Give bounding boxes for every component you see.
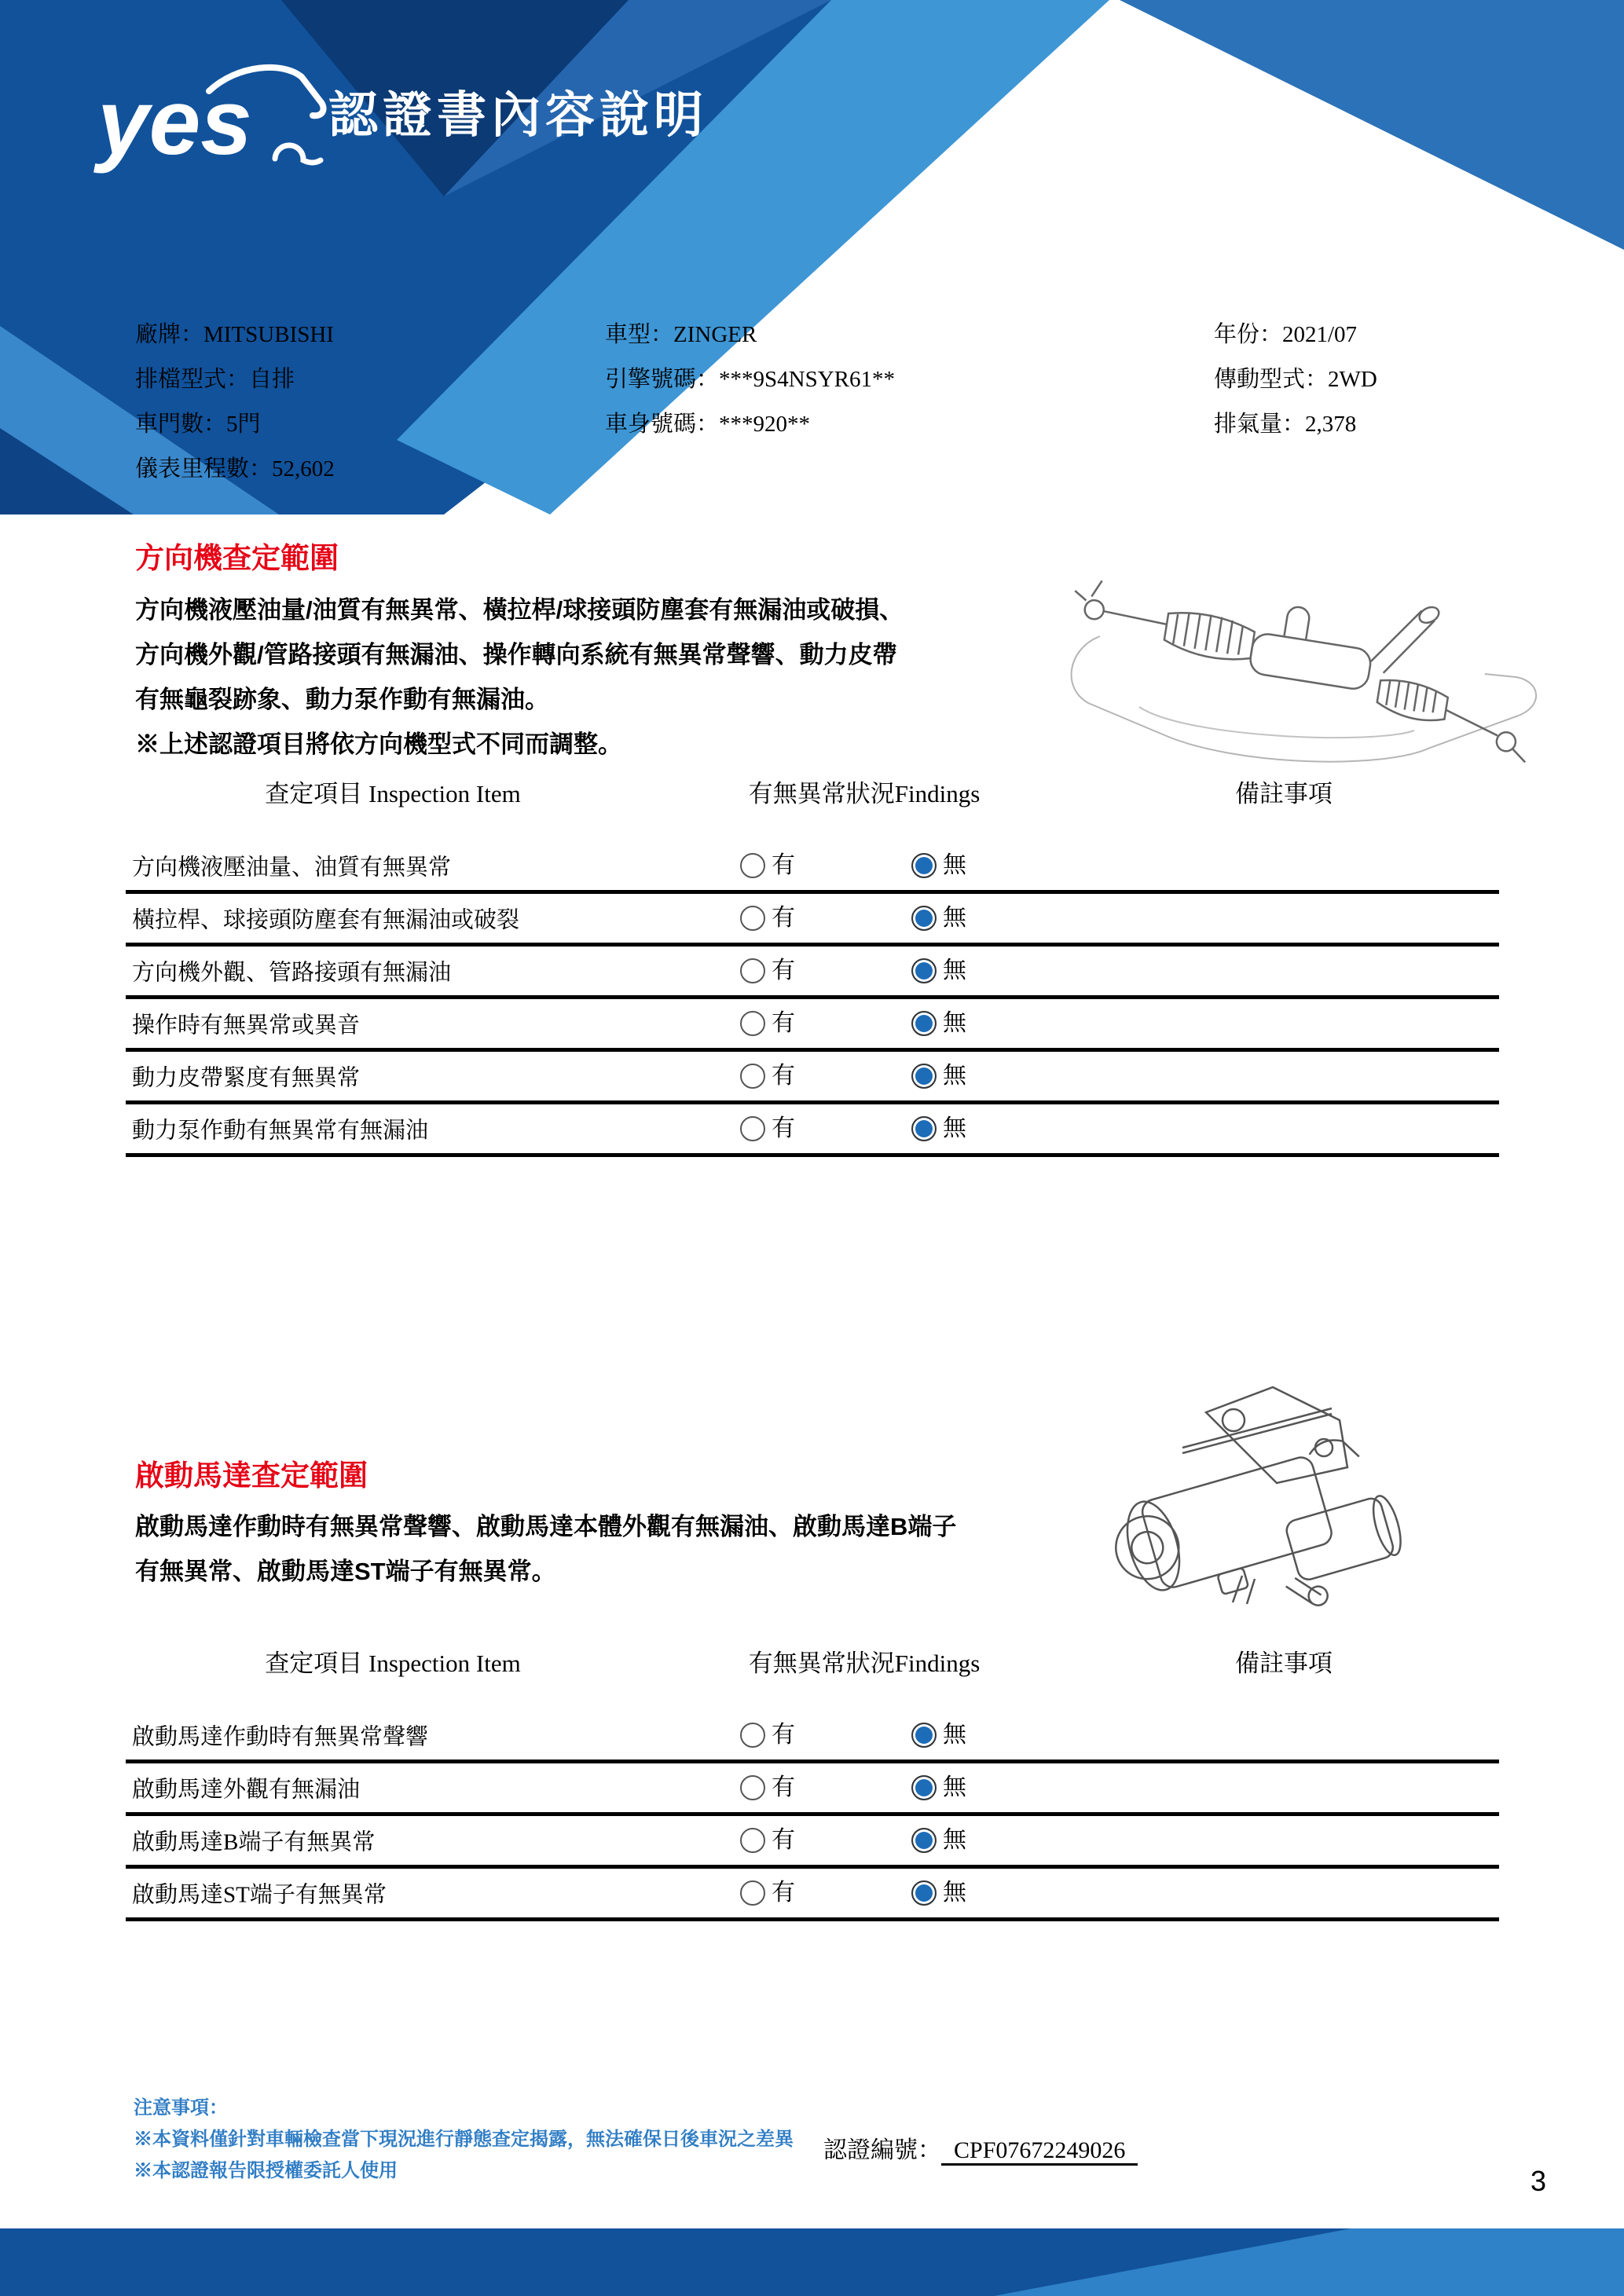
note-line: ※本資料僅針對車輛檢查當下現況進行靜態查定揭露，無法確保日後車況之差異: [134, 2129, 794, 2150]
radio-no-label: 無: [943, 1010, 966, 1036]
table-row: [126, 1052, 1499, 1104]
vehicle-info-column-3: [1214, 313, 1377, 447]
radio-option-no[interactable]: [911, 1011, 966, 1036]
certificate-number-value: CPF07672249026: [941, 2137, 1138, 2166]
radio-yes-label: 有: [772, 905, 795, 931]
radio-option-yes[interactable]: [740, 1880, 795, 1906]
radio-no-label: 無: [943, 1115, 966, 1141]
col-header-findings: 有無異常狀況Findings: [748, 780, 981, 807]
table-row: [126, 1711, 1499, 1763]
inspection-item: 操作時有無異常或異音: [132, 1013, 361, 1038]
certificate-number-label: 認證編號：: [823, 2137, 941, 2163]
inspection-item: 啟動馬達B端子有無異常: [132, 1829, 376, 1855]
radio-no-label: 無: [943, 1880, 966, 1906]
steering-section-title: 方向機查定範圍: [135, 542, 339, 574]
inspection-item: 啟動馬達外觀有無漏油: [132, 1777, 361, 1803]
steering-section-description: [135, 588, 1188, 767]
vehicle-info-column-2: [605, 313, 895, 447]
radio-checked-icon[interactable]: [911, 1775, 937, 1800]
inspection-item: 方向機液壓油量、油質有無異常: [132, 855, 452, 881]
table-row: [126, 1869, 1499, 1921]
radio-checked-icon[interactable]: [911, 1723, 937, 1748]
radio-yes-label: 有: [772, 1010, 795, 1036]
radio-yes-label: 有: [772, 958, 795, 983]
info-transmission-type: 排檔型式：自排: [135, 367, 295, 392]
radio-option-yes[interactable]: [740, 1828, 795, 1853]
radio-unchecked-icon[interactable]: [740, 1011, 765, 1036]
car-wheel-icon: [275, 145, 321, 163]
radio-checked-icon[interactable]: [911, 906, 937, 931]
radio-checked-icon[interactable]: [911, 853, 937, 878]
radio-option-no[interactable]: [911, 1723, 966, 1748]
radio-unchecked-icon[interactable]: [740, 958, 765, 983]
inspection-item: 橫拉桿、球接頭防塵套有無漏油或破裂: [132, 907, 520, 933]
table-header-row: [126, 1643, 1499, 1711]
radio-no-label: 無: [943, 958, 966, 983]
table-row: [126, 894, 1499, 947]
info-drivetrain: 傳動型式：2WD: [1214, 367, 1377, 392]
yes-logo: [93, 57, 328, 182]
radio-option-no[interactable]: [911, 1064, 966, 1089]
radio-unchecked-icon[interactable]: [740, 1116, 765, 1141]
radio-unchecked-icon[interactable]: [740, 853, 765, 878]
page-title: 認證書內容說明: [328, 88, 708, 143]
inspection-item: 啟動馬達ST端子有無異常: [132, 1882, 387, 1908]
radio-checked-icon[interactable]: [911, 1011, 937, 1036]
radio-option-yes[interactable]: [740, 1011, 795, 1036]
radio-option-yes[interactable]: [740, 1064, 795, 1089]
radio-option-yes[interactable]: [740, 906, 795, 931]
radio-yes-label: 有: [772, 1827, 795, 1853]
radio-option-no[interactable]: [911, 1880, 966, 1906]
radio-unchecked-icon[interactable]: [740, 1828, 765, 1853]
col-header-remarks: 備註事項: [1235, 780, 1333, 807]
footer-notes: [134, 2093, 794, 2187]
description-line: 啟動馬達作動時有無異常聲響、啟動馬達本體外觀有無漏油、啟動馬達B端子: [135, 1513, 957, 1540]
radio-option-yes[interactable]: [740, 1116, 795, 1141]
col-header-item: 查定項目 Inspection Item: [265, 1650, 521, 1677]
yes-logo-text: yes: [97, 71, 252, 174]
radio-yes-label: 有: [772, 1774, 795, 1800]
info-brand: 廠牌：MITSUBISHI: [135, 322, 334, 347]
starter-inspection-table: [126, 1643, 1499, 1921]
note-line: ※本認證報告限授權委託人使用: [134, 2160, 398, 2181]
radio-checked-icon[interactable]: [911, 1828, 937, 1853]
info-vin: 車身號碼：***920**: [605, 412, 811, 437]
table-row: [126, 1104, 1499, 1157]
radio-checked-icon[interactable]: [911, 958, 937, 983]
page-number: 3: [1531, 2165, 1547, 2197]
steering-rack-illustration: [1045, 542, 1556, 778]
description-line: 方向機外觀/管路接頭有無漏油、操作轉向系統有無異常聲響、動力皮帶: [135, 641, 897, 668]
inspection-item: 啟動馬達作動時有無異常聲響: [132, 1724, 429, 1750]
info-doors: 車門數：5門: [135, 412, 261, 437]
radio-option-yes[interactable]: [740, 1723, 795, 1748]
radio-option-no[interactable]: [911, 906, 966, 931]
inspection-item: 動力皮帶緊度有無異常: [132, 1065, 361, 1091]
description-line: 方向機液壓油量/油質有無異常、橫拉桿/球接頭防塵套有無漏油或破損、: [135, 596, 904, 624]
radio-checked-icon[interactable]: [911, 1116, 937, 1141]
radio-yes-label: 有: [772, 1722, 795, 1748]
starter-section-title: 啟動馬達查定範圍: [135, 1459, 368, 1492]
starter-motor-illustration: [1088, 1365, 1418, 1640]
table-row: [126, 1816, 1499, 1869]
col-header-item: 查定項目 Inspection Item: [265, 780, 521, 807]
description-note: ※上述認證項目將依方向機型式不同而調整。: [135, 731, 622, 758]
radio-no-label: 無: [943, 1827, 966, 1853]
notes-title: 注意事項：: [134, 2097, 228, 2118]
inspection-item: 動力泵作動有無異常有無漏油: [132, 1118, 429, 1144]
radio-no-label: 無: [943, 905, 966, 931]
radio-no-label: 無: [943, 1063, 966, 1089]
radio-checked-icon[interactable]: [911, 1064, 937, 1089]
info-odometer: 儀表里程數：52,602: [135, 456, 335, 482]
radio-unchecked-icon[interactable]: [740, 1775, 765, 1800]
description-line: 有無異常、啟動馬達ST端子有無異常。: [135, 1558, 556, 1585]
table-row: [126, 841, 1499, 894]
vehicle-info-column-1: [135, 313, 335, 492]
info-engine-number: 引擎號碼：***9S4NSYR61**: [605, 367, 895, 392]
radio-option-no[interactable]: [911, 1116, 966, 1141]
certificate-number-line: [823, 2130, 1138, 2165]
info-year: 年份：2021/07: [1214, 322, 1358, 347]
footer-banner-art: [0, 2228, 1624, 2296]
radio-no-label: 無: [943, 852, 966, 878]
radio-yes-label: 有: [772, 1880, 795, 1906]
radio-option-yes[interactable]: [740, 958, 795, 983]
description-line: 有無龜裂跡象、動力泵作動有無漏油。: [135, 686, 549, 713]
starter-section-description: [135, 1504, 1188, 1594]
radio-unchecked-icon[interactable]: [740, 1880, 765, 1906]
info-displacement: 排氣量：2,378: [1214, 412, 1357, 437]
radio-yes-label: 有: [772, 852, 795, 878]
col-header-findings: 有無異常狀況Findings: [748, 1650, 981, 1677]
radio-yes-label: 有: [772, 1063, 795, 1089]
table-row: [126, 1763, 1499, 1816]
radio-yes-label: 有: [772, 1115, 795, 1141]
col-header-remarks: 備註事項: [1235, 1650, 1333, 1677]
inspection-item: 方向機外觀、管路接頭有無漏油: [132, 960, 452, 986]
radio-option-no[interactable]: [911, 958, 966, 983]
radio-option-yes[interactable]: [740, 1775, 795, 1800]
steering-inspection-table: [126, 774, 1499, 1157]
radio-unchecked-icon[interactable]: [740, 1723, 765, 1748]
info-model: 車型：ZINGER: [605, 322, 757, 347]
radio-no-label: 無: [943, 1722, 966, 1748]
radio-option-no[interactable]: [911, 1775, 966, 1800]
radio-option-no[interactable]: [911, 1828, 966, 1853]
table-row: [126, 947, 1499, 999]
radio-unchecked-icon[interactable]: [740, 906, 765, 931]
radio-checked-icon[interactable]: [911, 1880, 937, 1906]
radio-option-yes[interactable]: [740, 853, 795, 878]
radio-no-label: 無: [943, 1774, 966, 1800]
radio-unchecked-icon[interactable]: [740, 1064, 765, 1089]
table-header-row: [126, 774, 1499, 841]
table-row: [126, 999, 1499, 1052]
radio-option-no[interactable]: [911, 853, 966, 878]
